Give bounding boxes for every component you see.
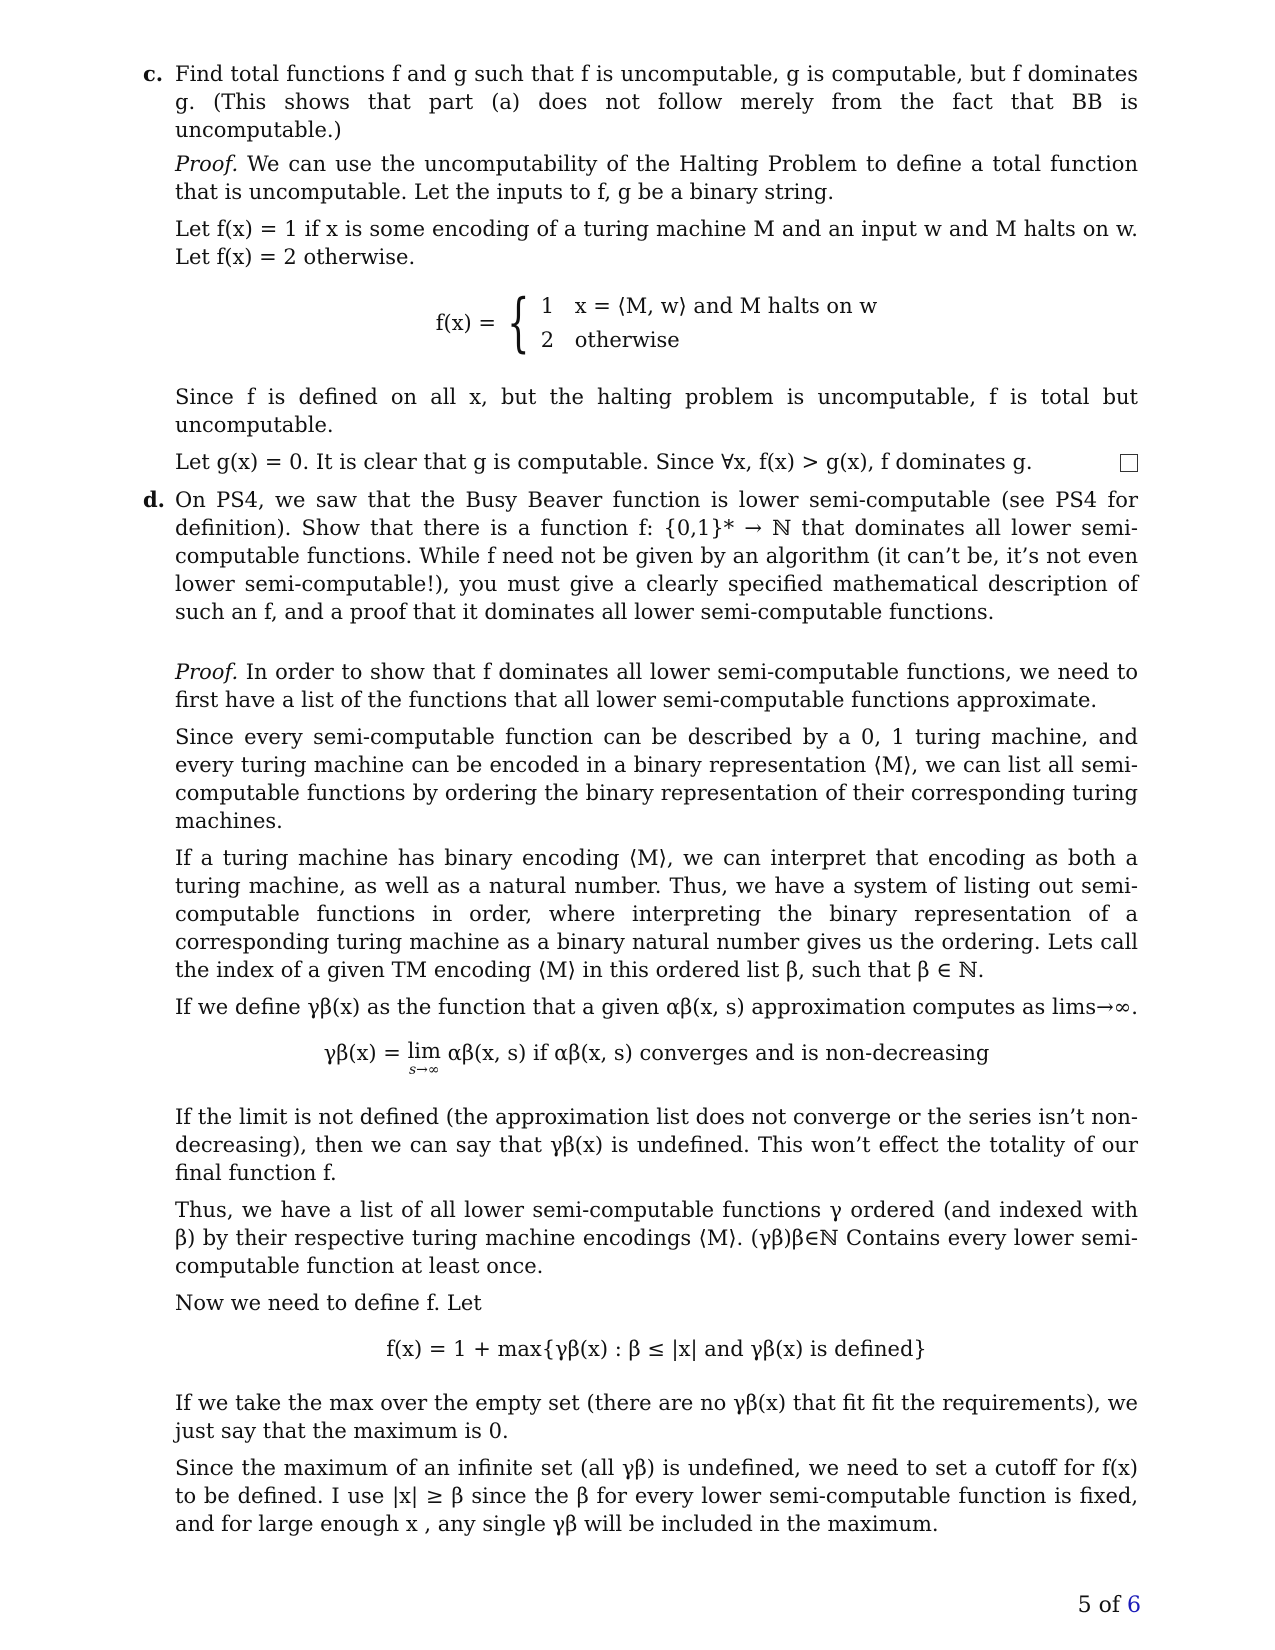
proof-d-paragraph-8: If we take the max over the empty set (there are no γβ(x) that fit fit the requirements), we just say that the maximum is 0. [175, 1391, 1138, 1443]
f-definition-equation: f(x) = 1 + max{γβ(x) : β ≤ |x| and γβ(x) is defined} [386, 1337, 927, 1361]
case-2-condition: otherwise [574, 328, 680, 352]
left-brace-icon: { [507, 286, 530, 360]
case-1-condition: x = ⟨M, w⟩ and M halts on w [574, 294, 878, 318]
proof-c-heading: Proof. [175, 152, 239, 176]
problem-c-question: Find total functions f and g such that f is uncomputable, g is computable, but f dominates g. (This shows that part (a) does not follow merely from the fact that BB is uncomputable.) [175, 62, 1138, 142]
proof-d-paragraph-9: Since the maximum of an infinite set (all γβ) is undefined, we need to set a cutoff for f(x) to be defined. I use |x| ≥ β since the β for every lower semi-computable function is fixed, and for large enough x , any single γβ will be included in the maximum. [175, 1456, 1138, 1536]
proof-d-paragraph-5: If the limit is not defined (the approximation list does not converge or the series isn’t non-decreasing), then we can say that γβ(x) is undefined. This won’t effect the totality of our final function f. [175, 1105, 1138, 1185]
proof-d-paragraph-7: Now we need to define f. Let [175, 1291, 482, 1315]
gamma-definition-equation: γβ(x) = lim s→∞ αβ(x, s) if αβ(x, s) converges and is non-decreasing [323, 1039, 990, 1078]
proof-d-paragraph-2: Since every semi-computable function can be described by a 0, 1 turing machine, and every turing machine can be encoded in a binary representation ⟨M⟩, we can list all semi-computable functions by ordering the binary representation of their corresponding turing machines. [175, 725, 1138, 833]
problem-c [143, 60, 1138, 144]
proof-d-paragraph-1: In order to show that f dominates all lower semi-computable functions, we need to first have a list of the functions that all lower semi-computable functions approximate. [175, 660, 1138, 712]
proof-d-paragraph-4: If we define γβ(x) as the function that a given αβ(x, s) approximation computes as lims→∞. [175, 995, 1138, 1019]
proof-c-paragraph-4: Let g(x) = 0. It is clear that g is computable. Since ∀x, f(x) > g(x), f dominates g. [175, 450, 1033, 474]
case-row-1: 1 x = ⟨M, w⟩ and M halts on w [540, 294, 878, 318]
piecewise-definition [175, 286, 1138, 360]
problem-d-question: On PS4, we saw that the Busy Beaver function is lower semi-computable (see PS4 for definition). Show that there is a function f: {0,1}* → ℕ that dominates all lower semi-computable functions. While f need not be given by an algorithm (it can’t be, it’s not even lower semi-computable!), you must give a clearly specified mathematical description of such an f, and a proof that it dominates all lower semi-computable functions. [175, 488, 1138, 624]
proof-d-heading: Proof. [175, 660, 239, 684]
page-number: 5 of 6 [1077, 1593, 1141, 1618]
piecewise-lhs: f(x) = [435, 311, 497, 335]
problem-d-label: d. [143, 487, 165, 512]
case-row-2: 2 otherwise [540, 328, 680, 352]
proof-d-paragraph-3: If a turing machine has binary encoding ⟨M⟩, we can interpret that encoding as both a turing machine, as well as a natural number. Thus, we have a system of listing out semi-computable functions in order, where interpreting the binary representation of a corresponding turing machine as a binary natural number gives us the ordering. Lets call the index of a given TM encoding ⟨M⟩ in this ordered list β, such that β ∈ ℕ. [175, 846, 1138, 982]
proof-c [175, 150, 1138, 485]
proof-d [175, 658, 1138, 1547]
page-current: 5 [1077, 1593, 1092, 1618]
proof-c-paragraph-1: We can use the uncomputability of the Halting Problem to define a total function that is uncomputable. Let the inputs to f, g be a binary string. [175, 152, 1138, 204]
qed-box-icon [1120, 454, 1138, 472]
proof-d-paragraph-6: Thus, we have a list of all lower semi-computable functions γ ordered (and indexed with β) by their respective turing machine encodings ⟨M⟩. (γβ)β∈ℕ Contains every lower semi-computable function at least once. [175, 1198, 1138, 1278]
limit-operator: lim s→∞ [407, 1039, 441, 1078]
problem-d [143, 486, 1138, 626]
problem-c-label: c. [143, 61, 164, 86]
proof-c-paragraph-2: Let f(x) = 1 if x is some encoding of a turing machine M and an input w and M halts on w. Let f(x) = 2 otherwise. [175, 217, 1138, 269]
proof-c-paragraph-3: Since f is defined on all x, but the halting problem is uncomputable, f is total but uncomputable. [175, 385, 1138, 437]
page-total-link[interactable]: 6 [1127, 1593, 1141, 1618]
